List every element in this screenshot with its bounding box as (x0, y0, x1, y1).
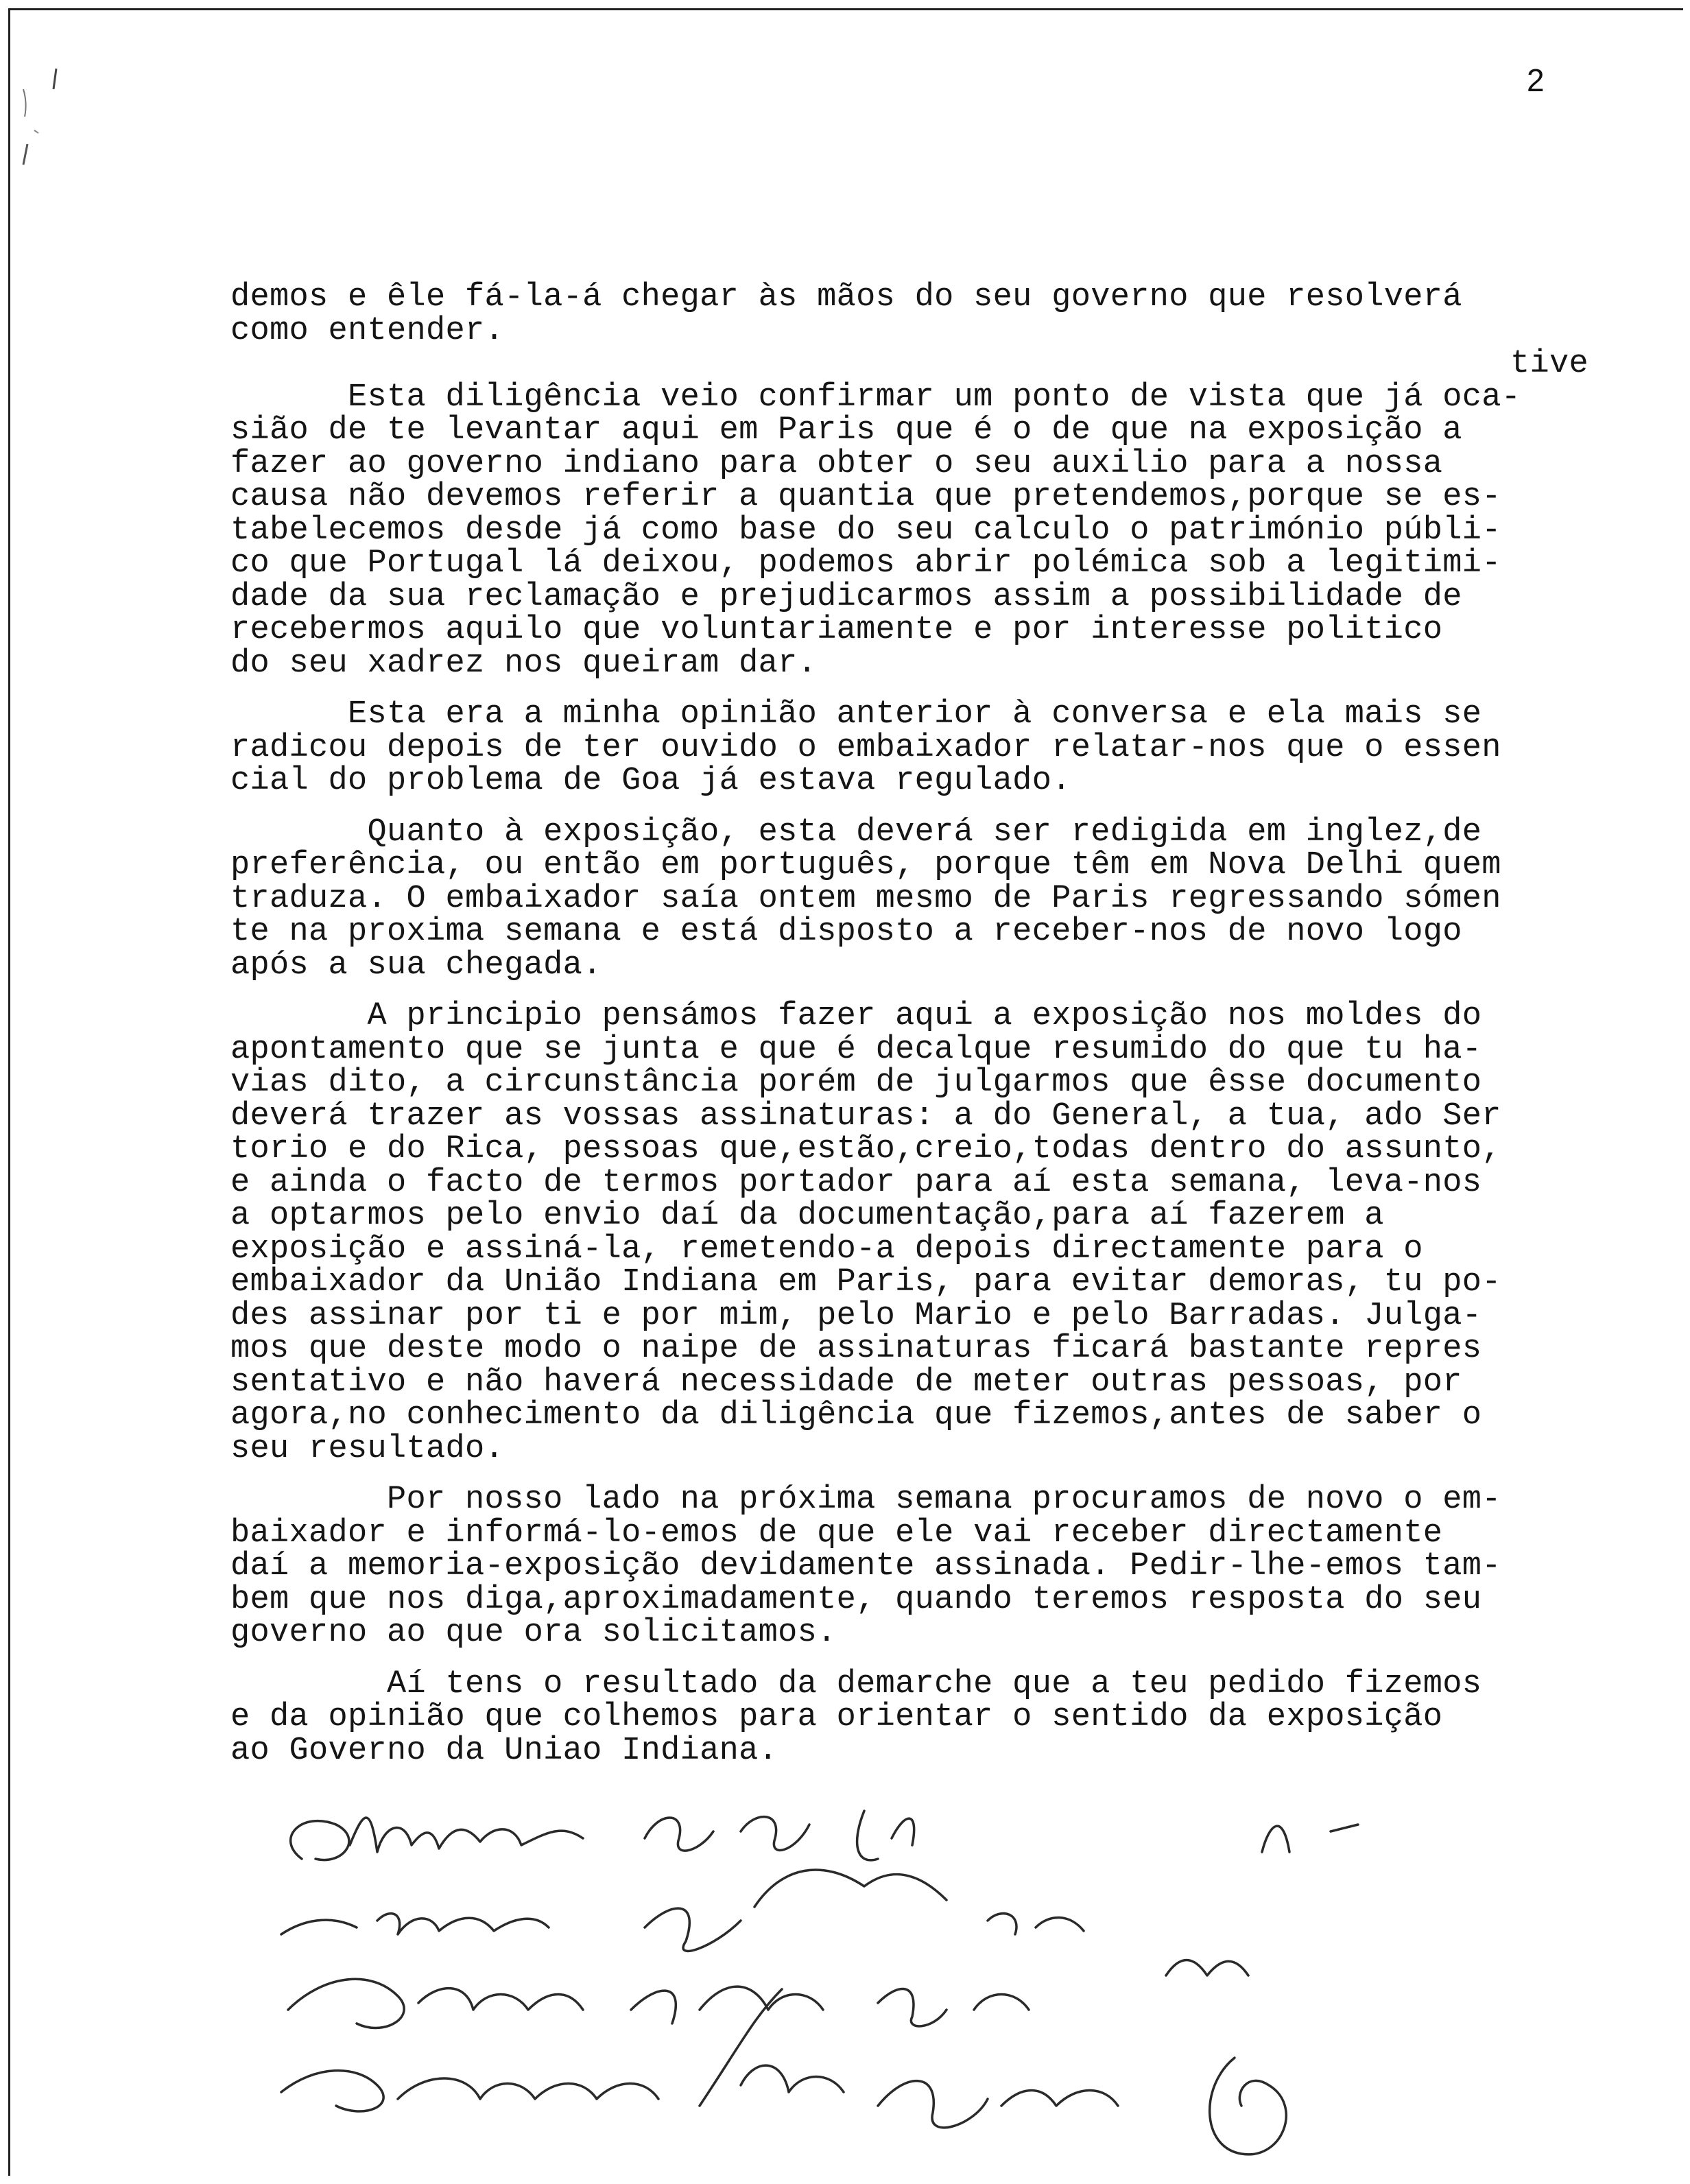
text-line: cial do problema de Goa já estava regulado. (230, 763, 1071, 799)
text-line: mos que deste modo o naipe de assinaturas ficará bastante repres (230, 1331, 1482, 1367)
text-line: do seu xadrez nos queiram dar. (230, 645, 818, 682)
text-line: seu resultado. (230, 1430, 505, 1467)
text-line: te na proxima semana e está disposto a receber-nos de novo logo (230, 914, 1462, 950)
text-line: preferência, ou então em português, porque têm em Nova Delhi quem (230, 847, 1501, 883)
letter-body (230, 281, 1616, 1768)
text-line: baixador e informá-lo-emos de que ele vai receber directamente (230, 1515, 1443, 1552)
text-line: apontamento que se junta e que é decalque resumido do que tu ha- (230, 1031, 1482, 1068)
text-line: dade da sua reclamação e prejudicarmos assim a possibilidade de (230, 578, 1462, 615)
text-line: como entender. (230, 312, 505, 349)
text-line: sentativo e não haverá necessidade de meter outras pessoas, por (230, 1364, 1462, 1401)
text-line: a optarmos pelo envio daí da documentação,para aí fazerem a (230, 1198, 1384, 1234)
text-line: bem que nos diga,aproximadamente, quando teremos resposta do seu (230, 1581, 1482, 1618)
text-line: causa não devemos referir a quantia que pretendemos,porque se es- (230, 479, 1501, 515)
left-edge-line (8, 8, 10, 2176)
text-line: ao Governo da Uniao Indiana. (230, 1732, 778, 1769)
paragraph-gap (230, 1650, 1616, 1668)
paragraph-gap (230, 798, 1616, 816)
text-line: e da opinião que colhemos para orientar o sentido da exposição (230, 1699, 1443, 1735)
text-line: exposição e assiná-la, remetendo-a depois directamente para o (230, 1231, 1423, 1268)
text-line: daí a memoria-exposição devidamente assinada. Pedir-lhe-emos tam- (230, 1548, 1501, 1584)
text-line: Esta diligência veio confirmar um ponto de vista que já oca- (230, 379, 1521, 416)
text-line: Esta era a minha opinião anterior à conversa e ela mais se (230, 696, 1482, 733)
text-line: após a sua chegada. (230, 947, 602, 984)
text-line: vias dito, a circunstância porém de julgarmos que êsse documento (230, 1065, 1482, 1101)
text-line: co que Portugal lá deixou, podemos abrir polémica sob a legitimi- (230, 545, 1501, 582)
text-line: traduza. O embaixador saía ontem mesmo de Paris regressando sómen (230, 880, 1501, 917)
text-line: deverá trazer as vossas assinaturas: a do General, a tua, ado Ser (230, 1097, 1501, 1135)
text-line: Por nosso lado na próxima semana procuramos de novo o em- (230, 1482, 1501, 1518)
text-line: demos e êle fá-la-á chegar às mãos do seu governo que resolverá (230, 279, 1462, 316)
margin-pencil-marks (14, 62, 62, 171)
text-line: fazer ao governo indiano para obter o seu auxilio para a nossa (230, 445, 1443, 482)
text-line: radicou depois de ter ouvido o embaixador relatar-nos que o essen (230, 729, 1501, 766)
text-line: torio e do Rica, pessoas que,estão,creio,todas dentro do assunto, (230, 1131, 1501, 1167)
top-edge-line (10, 8, 1683, 10)
text-line: Quanto à exposição, esta deverá ser redigida em inglez,de (230, 814, 1482, 851)
text-line: recebermos aquilo que voluntariamente e por interesse politico (230, 612, 1443, 648)
text-line: des assinar por ti e por mim, pelo Mario e pelo Barradas. Julga- (230, 1297, 1482, 1334)
text-line: tabelecemos desde já como base do seu calculo o património públi- (230, 512, 1501, 549)
text-line: Aí tens o resultado da demarche que a teu pedido fizemos (230, 1665, 1482, 1702)
text-line: e ainda o facto de termos portador para aí esta semana, leva-nos (230, 1164, 1482, 1201)
text-line: embaixador da União Indiana em Paris, para evitar demoras, tu po- (230, 1264, 1501, 1301)
text-line: governo ao que ora solicitamos. (230, 1615, 837, 1651)
text-line-insert: tive (1510, 346, 1588, 382)
text-line: agora,no conhecimento da diligência que fizemos,antes de saber o (230, 1397, 1482, 1434)
page-number: 2 (1527, 62, 1545, 98)
handwritten-signature (261, 1783, 1564, 2168)
text-line: A principio pensámos fazer aqui a exposição nos moldes do (230, 998, 1482, 1034)
text-line: sião de te levantar aqui em Paris que é o de que na exposição a (230, 412, 1462, 449)
